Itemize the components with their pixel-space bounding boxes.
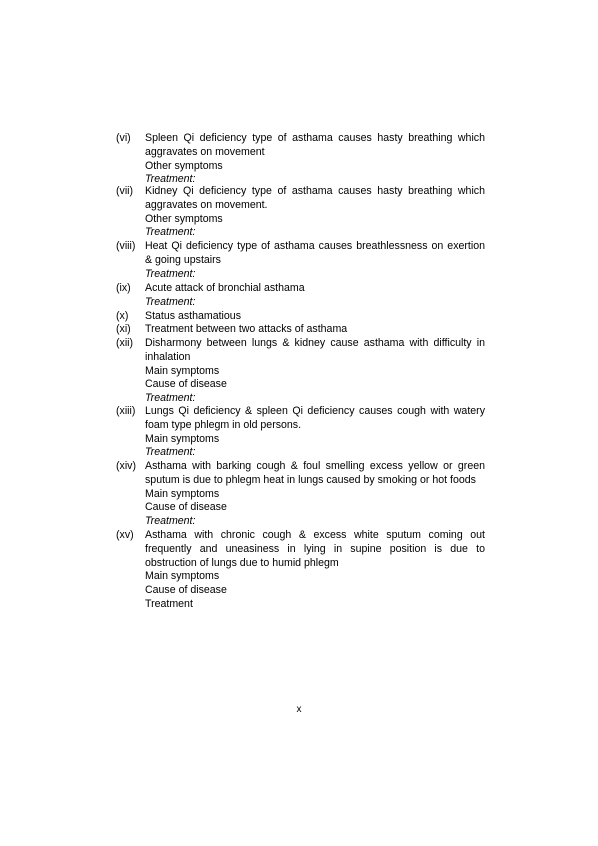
item-subheading: Main symptoms — [145, 570, 220, 583]
item-text: Treatment between two attacks of asthama — [145, 323, 348, 335]
item-subheading: Cause of disease — [145, 378, 227, 391]
item-body — [145, 460, 485, 529]
item-body — [145, 282, 485, 310]
item-body — [145, 529, 485, 612]
treatment-label: Treatment: — [145, 515, 196, 528]
page-number: x — [296, 704, 302, 715]
item-text: Status asthamatious — [145, 310, 241, 322]
item-number: (xiv) — [116, 460, 137, 472]
item-subheading: Main symptoms — [145, 432, 220, 445]
item-body — [145, 310, 485, 324]
treatment-label: Treatment: — [145, 226, 196, 239]
item-text: Lungs Qi deficiency & spleen Qi deficiency causes cough with watery foam type phlegm in old persons. — [145, 405, 485, 431]
item-subheading: Other symptoms — [145, 212, 223, 225]
item-text: Asthama with chronic cough & excess white sputum coming out frequently and uneasiness in lying in supine position is due to obstruction of lungs due to humid phlegm — [145, 529, 485, 569]
item-body — [145, 337, 485, 406]
treatment-label: Treatment: — [145, 173, 196, 186]
item-subheading: Cause of disease — [145, 584, 227, 597]
item-body — [145, 185, 485, 240]
item-subheading: Main symptoms — [145, 487, 220, 500]
item-text: Kidney Qi deficiency type of asthama causes hasty breathing which aggravates on movement. — [145, 185, 485, 211]
item-subheading: Other symptoms — [145, 159, 223, 172]
item-text: Spleen Qi deficiency type of asthama causes hasty breathing which aggravates on movement — [145, 132, 485, 158]
item-body — [145, 132, 485, 187]
item-text: Disharmony between lungs & kidney cause asthama with difficulty in inhalation — [145, 337, 485, 363]
item-number: (viii) — [116, 240, 136, 252]
item-body — [145, 240, 485, 281]
item-subheading: Main symptoms — [145, 364, 220, 377]
item-subheading: Cause of disease — [145, 501, 227, 514]
treatment-label: Treatment: — [145, 392, 196, 405]
treatment-label: Treatment: — [145, 446, 196, 459]
item-number: (x) — [116, 310, 129, 322]
item-number: (vi) — [116, 132, 131, 144]
treatment-label: Treatment: — [145, 267, 196, 280]
item-number: (xi) — [116, 323, 131, 335]
item-body — [145, 323, 485, 337]
item-number: (xv) — [116, 529, 134, 541]
item-number: (ix) — [116, 282, 131, 294]
item-subheading: Treatment — [145, 597, 193, 610]
item-body — [145, 405, 485, 460]
item-text: Acute attack of bronchial asthama — [145, 282, 305, 294]
item-number: (vii) — [116, 185, 134, 197]
item-number: (xiii) — [116, 405, 136, 417]
item-text: Asthama with barking cough & foul smelling excess yellow or green sputum is due to phlegm heat in lungs caused by smoking or hot foods — [145, 460, 485, 486]
item-text: Heat Qi deficiency type of asthama causes breathlessness on exertion & going upstairs — [145, 240, 485, 266]
item-number: (xii) — [116, 337, 134, 349]
treatment-label: Treatment: — [145, 295, 196, 308]
